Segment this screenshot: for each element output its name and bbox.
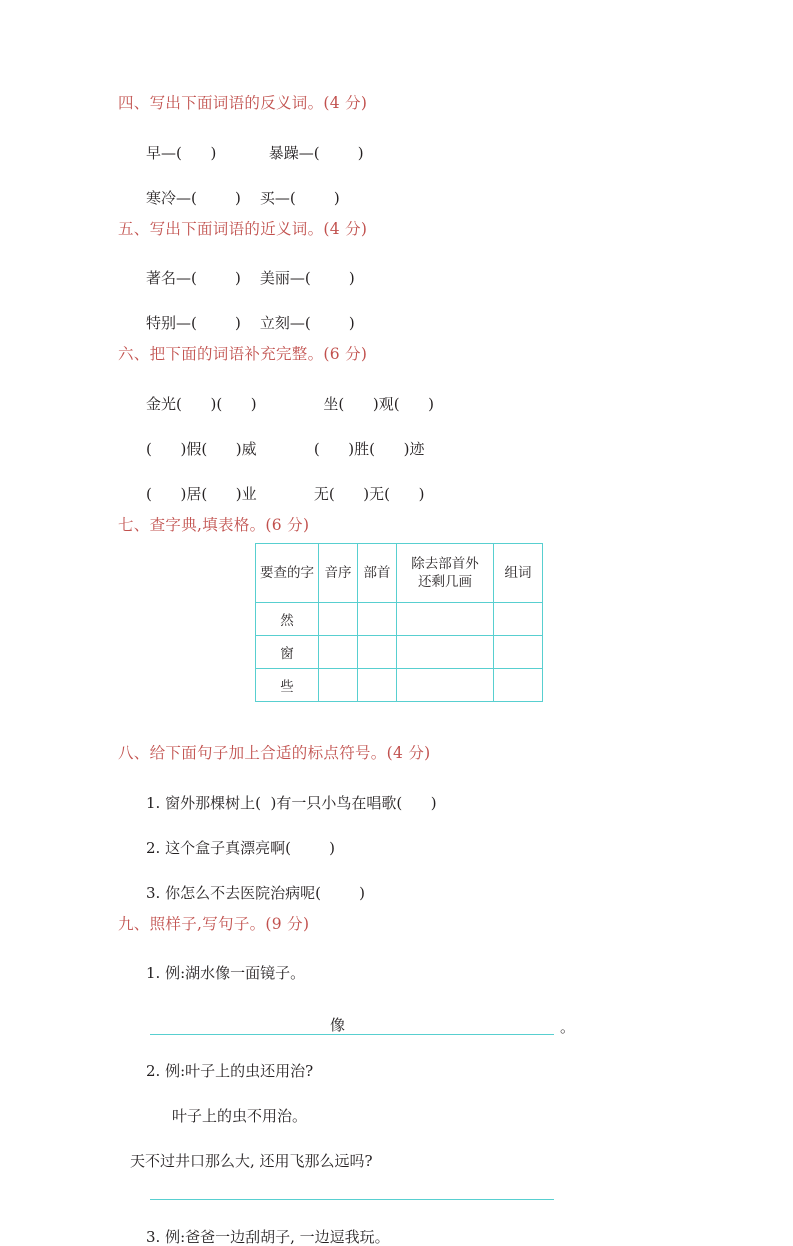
- section-eight-item-1: 1. 窗外那棵树上( )有一只小鸟在唱歌( ): [146, 793, 437, 812]
- section-eight: [118, 746, 678, 901]
- section-six-line-3: ( )居( )业 无( )无( ): [146, 484, 425, 503]
- answer-rule: [150, 1034, 554, 1035]
- table-header-remaining-strokes-line2: 还剩几画: [418, 574, 472, 590]
- section-seven-heading: 七、查字典,填表格。(6 分): [118, 515, 310, 534]
- table-cell-pinyin-order-chuang[interactable]: [319, 636, 358, 669]
- table-cell-word-chuang[interactable]: [494, 636, 543, 669]
- table-cell-radical-chuang[interactable]: [358, 636, 397, 669]
- table-cell-radical-xie[interactable]: [358, 669, 397, 702]
- table-header-char: 要查的字: [256, 544, 319, 603]
- section-seven: [118, 515, 678, 703]
- section-eight-heading: 八、给下面句子加上合适的标点符号。(4 分): [118, 744, 431, 762]
- table-cell-char-xie: 些: [256, 669, 319, 702]
- section-nine-item-1-answer-line[interactable]: [150, 1011, 576, 1037]
- table-header-remaining-strokes-line1: 除去部首外: [411, 555, 479, 572]
- lookup-table-wrapper: [118, 543, 678, 702]
- table-cell-strokes-ran[interactable]: [397, 603, 494, 636]
- section-four-line-1: 早—( ) 暴躁—( ): [146, 143, 364, 162]
- answer-line-mid-char: 像: [330, 1016, 346, 1034]
- section-five-line-2: 特别—( ) 立刻—( ): [146, 314, 355, 332]
- table-cell-strokes-xie[interactable]: [397, 669, 494, 702]
- dictionary-lookup-table: [255, 543, 543, 702]
- table-header-radical: 部首: [358, 544, 397, 603]
- table-header-row: [256, 544, 543, 603]
- section-eight-item-3: 3. 你怎么不去医院治病呢( ): [146, 883, 365, 902]
- table-row: [256, 669, 543, 702]
- section-six-line-2: ( )假( )威 ( )胜( )迹: [146, 439, 425, 458]
- section-four-line-2: 寒冷—( ) 买—( ): [146, 188, 340, 207]
- section-eight-item-2: 2. 这个盒子真漂亮啊( ): [146, 838, 335, 857]
- table-cell-radical-ran[interactable]: [358, 603, 397, 636]
- table-cell-word-ran[interactable]: [494, 603, 543, 636]
- section-nine: [118, 914, 678, 1246]
- table-body: [256, 603, 543, 702]
- table-cell-strokes-chuang[interactable]: [397, 636, 494, 669]
- section-nine-item-2-prompt: 2. 例:叶子上的虫还用治?: [146, 1062, 314, 1080]
- table-cell-char-ran: 然: [256, 603, 319, 636]
- table-header-word: 组词: [494, 544, 543, 603]
- section-four: [118, 96, 678, 206]
- section-five: [118, 219, 678, 332]
- section-five-line-1: 著名—( ) 美丽—( ): [146, 269, 355, 287]
- table-row: [256, 636, 543, 669]
- table-cell-char-chuang: 窗: [256, 636, 319, 669]
- section-six: [118, 347, 678, 502]
- section-five-heading: 五、写出下面词语的近义词。(4 分): [118, 219, 368, 238]
- worksheet-content: [118, 96, 678, 1245]
- section-six-heading: 六、把下面的词语补充完整。(6 分): [118, 345, 368, 363]
- section-nine-item-2-sample: 叶子上的虫不用治。: [172, 1107, 308, 1125]
- table-header: [256, 544, 543, 603]
- answer-line-tail-punct: 。: [560, 1018, 576, 1036]
- table-cell-word-xie[interactable]: [494, 669, 543, 702]
- section-nine-item-2-question: 天不过井口那么大, 还用飞那么远吗?: [130, 1152, 373, 1170]
- table-cell-pinyin-order-ran[interactable]: [319, 603, 358, 636]
- section-nine-item-1-prompt: 1. 例:湖水像一面镜子。: [146, 964, 306, 982]
- section-nine-item-3-prompt: 3. 例:爸爸一边刮胡子, 一边逗我玩。: [146, 1228, 390, 1246]
- table-header-remaining-strokes: [397, 544, 494, 603]
- section-four-heading: 四、写出下面词语的反义词。(4 分): [118, 94, 368, 112]
- table-cell-pinyin-order-xie[interactable]: [319, 669, 358, 702]
- section-six-line-1: 金光( )( ) 坐( )观( ): [146, 394, 435, 413]
- table-header-pinyin-order: 音序: [319, 544, 358, 603]
- table-row: [256, 603, 543, 636]
- section-nine-heading: 九、照样子,写句子。(9 分): [118, 914, 310, 933]
